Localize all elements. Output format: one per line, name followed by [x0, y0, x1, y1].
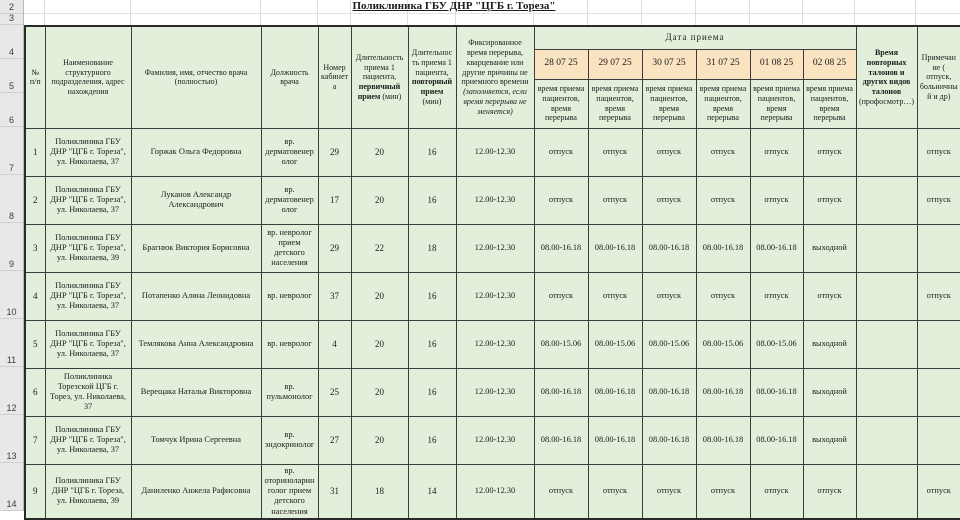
header-note[interactable]: Примечание ( отпуск, больничный и др) [917, 26, 960, 128]
cell-fio[interactable]: Томчук Ирина Сергеевна [131, 416, 261, 464]
header-duration-repeat-bold: повторный прием [411, 77, 453, 96]
header-duration-primary[interactable] [351, 26, 408, 128]
cell-department[interactable]: Поликлиника ГБУ ДНР "ЦГБ г. Тореза", ул. Николаева, 37 [45, 176, 131, 224]
header-fixed-break-text: Фиксированное время перерыва, кварцевание или другие причины не приемного времени [461, 38, 529, 87]
cell-fixed-break[interactable]: 12.00-12.30 [456, 416, 534, 464]
table-row [25, 176, 960, 224]
cell-note[interactable] [917, 368, 960, 416]
cell-num[interactable]: 6 [25, 368, 45, 416]
header-date-sub-1[interactable]: время приема пациентов, время перерыва [534, 79, 588, 128]
schedule-table [24, 25, 960, 520]
cell-day-3[interactable]: отпуск [642, 464, 696, 519]
cell-tickets[interactable] [856, 368, 917, 416]
cell-tickets[interactable] [856, 128, 917, 176]
cell-fixed-break[interactable]: 12.00-12.30 [456, 464, 534, 519]
cell-day-3[interactable]: отпуск [642, 176, 696, 224]
cell-day-1[interactable]: отпуск [534, 272, 588, 320]
cell-day-2[interactable]: 08.00-16.18 [588, 368, 642, 416]
cell-day-4[interactable]: отпуск [696, 464, 750, 519]
header-duration-primary-text: Длительность приема 1 пациента, [355, 52, 404, 82]
cell-day-6[interactable]: выходной [803, 368, 856, 416]
header-fixed-break-italic: (заполняется, если время перерыва не меняется) [463, 87, 527, 116]
row-header[interactable]: 2 [0, 0, 23, 14]
cell-day-5[interactable]: отпуск [750, 176, 803, 224]
cell-duration-primary[interactable]: 20 [351, 128, 408, 176]
header-tickets[interactable] [856, 26, 917, 128]
header-date-sub-2[interactable]: время приема пациентов, время перерыва [588, 79, 642, 128]
sheet-content [24, 0, 960, 516]
cell-position[interactable]: вр. пульмонолог [261, 368, 318, 416]
header-fio[interactable]: Фамилия, имя, отчество врача (полностью) [131, 26, 261, 128]
row-header[interactable]: 6 [0, 93, 23, 127]
cell-day-4[interactable]: отпуск [696, 272, 750, 320]
row-header[interactable]: 3 [0, 14, 23, 25]
cell-fio[interactable]: Потапенко Алина Леонидовна [131, 272, 261, 320]
cell-day-1[interactable]: 08.00-16.18 [534, 416, 588, 464]
cell-day-5[interactable]: 08.00-15.06 [750, 320, 803, 368]
header-date-sub-4[interactable]: время приема пациентов, время перерыва [696, 79, 750, 128]
cell-fio[interactable]: Луканов Александр Александрович [131, 176, 261, 224]
cell-cabinet[interactable]: 25 [318, 368, 351, 416]
cell-cabinet[interactable]: 29 [318, 224, 351, 272]
cell-num[interactable]: 2 [25, 176, 45, 224]
cell-tickets[interactable] [856, 224, 917, 272]
cell-position[interactable]: вр. оториноларинголог прием детского населения [261, 464, 318, 519]
cell-day-5[interactable]: 08.00-16.18 [750, 224, 803, 272]
cell-day-2[interactable]: 08.00-16.18 [588, 224, 642, 272]
header-date-3[interactable]: 30 07 25 [642, 49, 696, 79]
header-duration-primary-bold: первичный прием [357, 82, 401, 101]
cell-day-1[interactable]: отпуск [534, 128, 588, 176]
cell-fixed-break[interactable]: 12.00-12.30 [456, 224, 534, 272]
cell-note[interactable] [917, 416, 960, 464]
cell-duration-primary[interactable]: 18 [351, 464, 408, 519]
cell-day-6[interactable]: выходной [803, 416, 856, 464]
header-duration-repeat-text: Длительность приема 1 пациента, [411, 48, 453, 77]
cell-department[interactable]: Поликлиника ГБУ ДНР "ЦГБ г. Тореза", ул. Николаева, 37 [45, 272, 131, 320]
cell-day-5[interactable]: 08.00-16.18 [750, 368, 803, 416]
cell-day-6[interactable]: отпуск [803, 464, 856, 519]
cell-fio[interactable]: Темлякова Анна Александровна [131, 320, 261, 368]
cell-day-6[interactable]: отпуск [803, 272, 856, 320]
cell-day-1[interactable]: 08.00-15.06 [534, 320, 588, 368]
cell-note[interactable] [917, 224, 960, 272]
cell-cabinet[interactable]: 4 [318, 320, 351, 368]
row-header[interactable]: 4 [0, 25, 23, 59]
cell-day-5[interactable]: отпуск [750, 128, 803, 176]
cell-position[interactable]: вр. невролог [261, 320, 318, 368]
cell-num[interactable]: 5 [25, 320, 45, 368]
cell-duration-repeat[interactable]: 16 [408, 368, 456, 416]
cell-day-6[interactable]: отпуск [803, 128, 856, 176]
header-position[interactable]: Должность врача [261, 26, 318, 128]
cell-day-6[interactable]: выходной [803, 320, 856, 368]
cell-duration-repeat[interactable]: 18 [408, 224, 456, 272]
header-date-sub-5[interactable]: время приема пациентов, время перерыва [750, 79, 803, 128]
cell-fio[interactable]: Верещака Наталья Викторовна [131, 368, 261, 416]
cell-duration-repeat[interactable]: 14 [408, 464, 456, 519]
cell-fixed-break[interactable]: 12.00-12.30 [456, 176, 534, 224]
cell-position[interactable]: вр. дерматовенеролог [261, 128, 318, 176]
cell-day-2[interactable]: 08.00-16.18 [588, 416, 642, 464]
cell-day-2[interactable]: отпуск [588, 176, 642, 224]
cell-day-3[interactable]: отпуск [642, 272, 696, 320]
cell-tickets[interactable] [856, 176, 917, 224]
header-duration-repeat-suffix: (мин) [422, 96, 442, 106]
row-header[interactable]: 11 [0, 319, 23, 367]
cell-fio[interactable]: Горжак Ольга Федоровна [131, 128, 261, 176]
cell-cabinet[interactable]: 37 [318, 272, 351, 320]
header-cabinet[interactable]: Номер кабинета [318, 26, 351, 128]
row-header[interactable]: 14 [0, 463, 23, 511]
cell-department[interactable]: Поликлиника ГБУ ДНР "ЦГБ г. Тореза", ул. Николаева, 37 [45, 416, 131, 464]
row-header[interactable]: 12 [0, 367, 23, 415]
table-row [25, 272, 960, 320]
table-row [25, 224, 960, 272]
cell-day-3[interactable]: отпуск [642, 128, 696, 176]
cell-duration-primary[interactable]: 20 [351, 272, 408, 320]
cell-tickets[interactable] [856, 416, 917, 464]
header-date-6[interactable]: 02 08 25 [803, 49, 856, 79]
cell-num[interactable]: 4 [25, 272, 45, 320]
cell-day-3[interactable]: 08.00-16.18 [642, 224, 696, 272]
header-date-sub-3[interactable]: время приема пациентов, время перерыва [642, 79, 696, 128]
cell-department[interactable]: Поликлиника ГБУ ДНР "ЦГБ г. Тореза", ул. Николаева, 37 [45, 320, 131, 368]
header-date-5[interactable]: 01 08 25 [750, 49, 803, 79]
cell-fixed-break[interactable]: 12.00-12.30 [456, 128, 534, 176]
cell-day-6[interactable]: выходной [803, 224, 856, 272]
cell-day-4[interactable]: 08.00-16.18 [696, 368, 750, 416]
sheet-title[interactable]: Поликлиника ГБУ ДНР "ЦГБ г. Тореза" [352, 0, 556, 12]
cell-day-6[interactable]: отпуск [803, 176, 856, 224]
cell-num[interactable]: 9 [25, 464, 45, 519]
cell-cabinet[interactable]: 31 [318, 464, 351, 519]
cell-duration-repeat[interactable]: 16 [408, 320, 456, 368]
row-header[interactable]: 8 [0, 175, 23, 223]
cell-cabinet[interactable]: 29 [318, 128, 351, 176]
cell-cabinet[interactable]: 27 [318, 416, 351, 464]
header-num[interactable]: № п/п [25, 26, 45, 128]
cell-duration-primary[interactable]: 20 [351, 176, 408, 224]
cell-note[interactable]: отпуск [917, 464, 960, 519]
header-date-4[interactable]: 31 07 25 [696, 49, 750, 79]
cell-department[interactable]: Поликлиника ГБУ ДНР "ЦГБ г. Тореза", ул. Николаева, 39 [45, 224, 131, 272]
table-row [25, 416, 960, 464]
cell-duration-repeat[interactable]: 16 [408, 176, 456, 224]
cell-num[interactable]: 1 [25, 128, 45, 176]
cell-position[interactable]: вр. эндокринолог [261, 416, 318, 464]
cell-duration-primary[interactable]: 22 [351, 224, 408, 272]
cell-day-1[interactable]: отпуск [534, 176, 588, 224]
cell-tickets[interactable] [856, 320, 917, 368]
cell-duration-primary[interactable]: 20 [351, 416, 408, 464]
cell-duration-repeat[interactable]: 16 [408, 128, 456, 176]
cell-day-5[interactable]: 08.00-16.18 [750, 416, 803, 464]
cell-num[interactable]: 3 [25, 224, 45, 272]
cell-day-4[interactable]: 08.00-16.18 [696, 416, 750, 464]
row-header[interactable]: 10 [0, 271, 23, 319]
cell-fixed-break[interactable]: 12.00-12.30 [456, 368, 534, 416]
cell-fixed-break[interactable]: 12.00-12.30 [456, 320, 534, 368]
cell-duration-primary[interactable]: 20 [351, 320, 408, 368]
cell-fio[interactable]: Брагнюк Виктория Борисовна [131, 224, 261, 272]
cell-cabinet[interactable]: 17 [318, 176, 351, 224]
cell-day-5[interactable]: отпуск [750, 272, 803, 320]
cell-fixed-break[interactable]: 12.00-12.30 [456, 272, 534, 320]
cell-fio[interactable]: Даниленко Анжела Рафисовна [131, 464, 261, 519]
cell-day-2[interactable]: отпуск [588, 128, 642, 176]
row-header[interactable]: 5 [0, 59, 23, 93]
cell-day-2[interactable]: 08.00-15.06 [588, 320, 642, 368]
cell-day-5[interactable]: отпуск [750, 464, 803, 519]
row-header-gutter [0, 0, 24, 511]
cell-day-4[interactable]: отпуск [696, 128, 750, 176]
table-row [25, 320, 960, 368]
header-fixed-break[interactable] [456, 26, 534, 128]
cell-day-3[interactable]: 08.00-15.06 [642, 320, 696, 368]
cell-department[interactable]: Поликлиника ГБУ ДНР "ЦГБ г. Тореза", ул. Николаева, 37 [45, 128, 131, 176]
cell-day-4[interactable]: 08.00-16.18 [696, 224, 750, 272]
header-tickets-normal: (профосмотр…) [858, 96, 915, 106]
header-duration-repeat[interactable] [408, 26, 456, 128]
table-row [25, 128, 960, 176]
row-header[interactable]: 13 [0, 415, 23, 463]
cell-duration-primary[interactable]: 20 [351, 368, 408, 416]
cell-tickets[interactable] [856, 272, 917, 320]
header-date-sub-6[interactable]: время приема пациентов, время перерыва [803, 79, 856, 128]
cell-day-4[interactable]: отпуск [696, 176, 750, 224]
cell-duration-repeat[interactable]: 16 [408, 272, 456, 320]
cell-position[interactable]: вр. невролог [261, 272, 318, 320]
row-header[interactable]: 9 [0, 223, 23, 271]
cell-day-2[interactable]: отпуск [588, 272, 642, 320]
table-row [25, 368, 960, 416]
cell-day-3[interactable]: 08.00-16.18 [642, 416, 696, 464]
header-tickets-bold: Время повторных талонов и других видов талонов [862, 48, 911, 96]
cell-day-1[interactable]: отпуск [534, 464, 588, 519]
cell-note[interactable]: отпуск [917, 128, 960, 176]
cell-day-1[interactable]: 08.00-16.18 [534, 368, 588, 416]
cell-department[interactable]: Поликлиника ГБУ ДНР "ЦГБ г. Тореза, ул. Николаева, 39 [45, 464, 131, 519]
row-header[interactable]: 7 [0, 127, 23, 175]
cell-note[interactable]: отпуск [917, 176, 960, 224]
cell-num[interactable]: 7 [25, 416, 45, 464]
cell-day-1[interactable]: 08.00-16.18 [534, 224, 588, 272]
header-date-1[interactable]: 28 07 25 [534, 49, 588, 79]
header-date-2[interactable]: 29 07 25 [588, 49, 642, 79]
cell-note[interactable] [917, 320, 960, 368]
title-band [24, 0, 960, 25]
cell-day-2[interactable]: отпуск [588, 464, 642, 519]
cell-day-4[interactable]: 08.00-15.06 [696, 320, 750, 368]
cell-position[interactable]: вр. дерматовенеролог [261, 176, 318, 224]
cell-day-3[interactable]: 08.00-16.18 [642, 368, 696, 416]
header-department[interactable]: Наименование структурного подразделения, адрес нахождения [45, 26, 131, 128]
cell-department[interactable]: Поликлиника Торезской ЦГБ г. Торез, ул. Николаева, 37 [45, 368, 131, 416]
cell-duration-repeat[interactable]: 16 [408, 416, 456, 464]
header-date-group[interactable]: Дата приема [534, 26, 856, 49]
cell-note[interactable]: отпуск [917, 272, 960, 320]
cell-position[interactable]: вр. невролог прием детского населения [261, 224, 318, 272]
header-duration-primary-suffix: (мин) [380, 91, 402, 101]
